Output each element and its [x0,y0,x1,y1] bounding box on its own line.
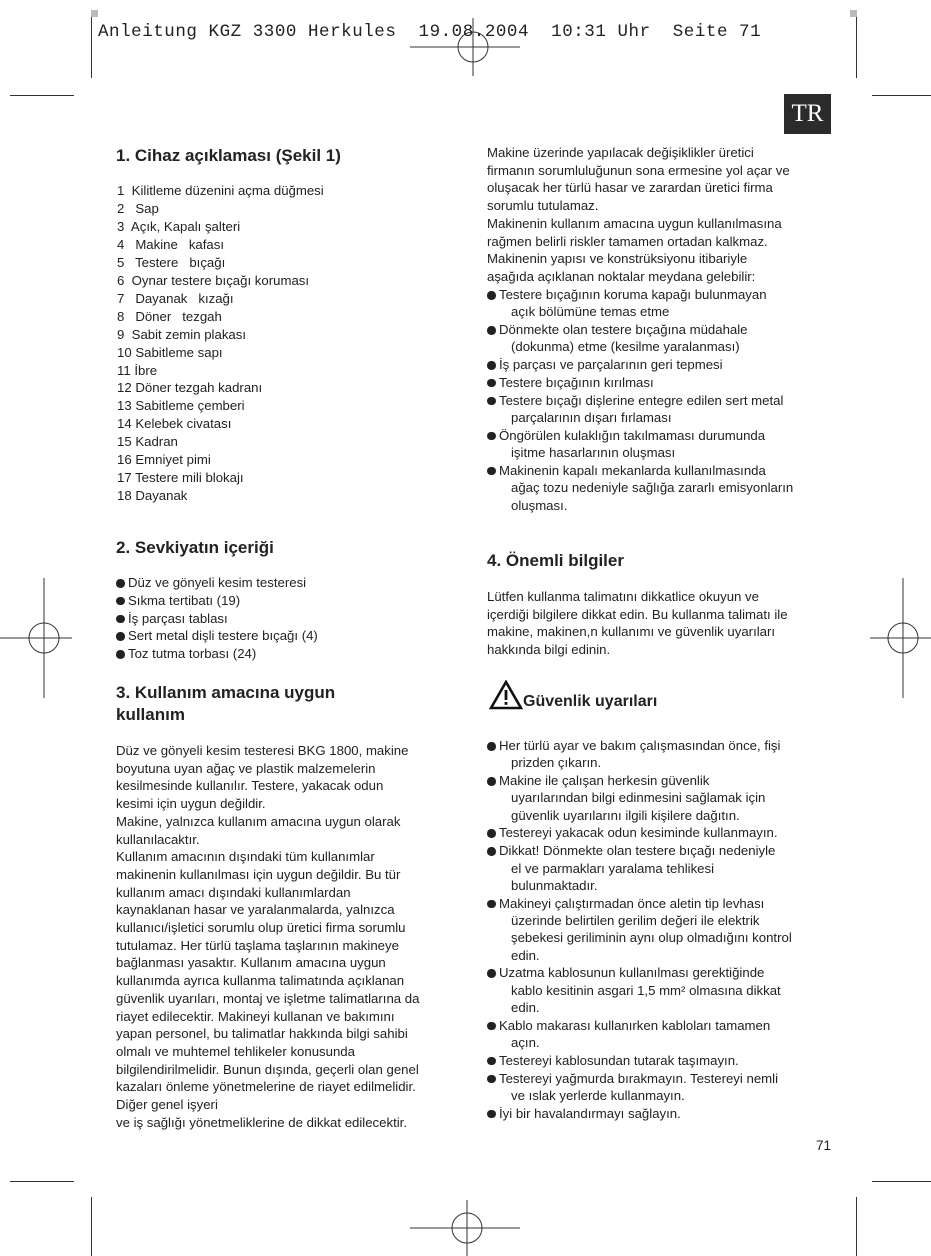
section2-title: 2. Sevkiyatın içeriği [116,538,274,557]
risk-list [487,286,832,514]
safety-item [487,1070,832,1105]
risk-item-l2: açık bölümüne temas etme [511,304,670,320]
safety-item-l2: kablo kesitinin asgari 1,5 mm² olmasına dikkat [511,982,781,998]
parts-list-item: 7 Dayanak kızağı [117,290,234,306]
safety-item [487,824,832,841]
section3-line: kesimi için uygun değildir. [116,796,266,812]
parts-list [117,182,324,505]
header-time: 10:31 Uhr [551,22,651,42]
parts-list-item: 17 Testere mili blokajı [117,470,244,486]
section3-title-line2: kullanım [116,705,185,724]
safety-item [487,737,832,772]
risk-item-l2: işitme hasarlarının oluşması [511,445,676,461]
crop-mark-left-top [91,10,92,78]
section3-line: kesilmesinde kullanılır. Testere, yakacak odun [116,778,384,794]
section3-line: boyutuna uyan ağaç ve plastik malzemelerin [116,760,376,776]
delivery-list-item: Toz tutma torbası (24) [116,645,456,662]
risk-item-l2: parçalarının dışarı fırlaması [511,410,672,426]
section3-line: kaynaklanan hasar ve yaralanmalarda, yalnızca [116,902,395,918]
safety-item-l2: üzerinde belirtilen gerilim değeri ile elektrik [511,912,760,928]
safety-item-l1: Makineyi çalıştırmadan önce aletin tip levhası [499,895,765,911]
crop-mark-right-bottom [856,1197,857,1256]
parts-list-item: 15 Kadran [117,434,178,450]
section3-line: güvenlik uyarıları, montaj ve işletme talimatlarına da [116,990,420,1006]
risk-item-l1: Testere bıçağının koruma kapağı bulunmayan [499,287,767,302]
section3-title-line1: 3. Kullanım amacına uygun [116,683,336,702]
section3-body [116,742,466,1131]
header-doc: Anleitung KGZ 3300 Herkules [98,22,397,42]
risk-intro-line: firmanın sorumluluğunun sona ermesine yol açar ve [487,162,790,178]
safety-item-l1: Testereyi yağmurda bırakmayın. Testereyi nemli [499,1070,779,1086]
safety-item-l1: Testereyi yakacak odun kesiminde kullanmayın. [499,825,778,841]
risk-item [487,286,832,321]
section3-line: kullanımda ayrıca kullanma talimatında açıklanan [116,973,405,989]
risk-intro-line: aşağıda açıklanan noktalar meydana gelebilir: [487,268,756,284]
risk-item [487,392,832,427]
parts-list-item: 12 Döner tezgah kadranı [117,380,263,396]
risk-intro [487,144,832,286]
delivery-list-item: Düz ve gönyeli kesim testeresi [116,574,456,591]
header-page-label: Seite 71 [672,22,762,42]
crop-mark-right-top [856,10,857,78]
section4-line: içerdiği bilgilere dikkat edin. Bu kullanma talimatı ile [487,606,788,622]
safety-item [487,895,832,964]
safety-item-l1: Testereyi kablosundan tutarak taşımayın. [499,1052,739,1068]
risk-intro-line: oluşacak her türlü hasar ve zarardan üretici firma [487,180,773,196]
section4-line: Lütfen kullanma talimatını dikkatlice okuyun ve [487,589,759,604]
section4-line: makine, makinen,n kullanımı ve güvenlik uyarıları [487,624,776,640]
parts-list-item: 8 Döner tezgah [117,308,222,324]
risk-intro-line: rağmen belirli riskler tamamen ortadan kalkmaz. [487,233,768,249]
section3-line: kullanım amacı dışındaki kullanımlardan [116,884,351,900]
safety-item [487,1105,832,1122]
section3-line: ve iş sağlığı yönetmeliklerine de dikkat edilecektir. [116,1114,408,1130]
risk-intro-line: Makine üzerinde yapılacak değişiklikler üretici [487,145,754,160]
section4-body [487,588,832,659]
risk-item-l1: İş parçası ve parçalarının geri tepmesi [499,357,723,373]
safety-list [487,737,832,1123]
section3-line: kullanılacaktır. [116,831,200,847]
safety-item-l2: açın. [511,1035,540,1051]
section3-line: tutulamaz. Her türlü taşlama taşlarının makineye [116,937,399,953]
parts-list-item: 5 Testere bıçağı [117,254,226,270]
risk-intro-line: Makinenin kullanım amacına uygun kullanılmasına [487,215,782,231]
parts-list-item: 9 Sabit zemin plakası [117,326,247,342]
print-header [98,22,761,42]
section3-line: Kullanım amacının dışındaki tüm kullanımlar [116,849,375,865]
crop-corner-tr [850,10,857,17]
safety-item-l3: güvenlik uyarılarını ilgili kişilere dağıtın. [511,807,740,823]
crop-corner-tl [91,10,98,17]
risk-item-l1: Öngörülen kulaklığın takılmaması durumunda [499,427,766,443]
parts-list-item: 3 Açık, Kapalı şalteri [117,218,241,234]
risk-item-l1: Dönmekte olan testere bıçağına müdahale [499,322,748,338]
delivery-list-item: Sıkma tertibatı (19) [116,592,456,609]
safety-item-l2: el ve parmakları yaralama tehlikesi [511,860,715,876]
risk-item [487,462,832,514]
risk-intro-line: sorumlu tutulamaz. [487,198,599,214]
crop-mark-left-bottom [91,1197,92,1256]
safety-item-l1: Uzatma kablosunun kullanılması gerektiğinde [499,965,765,981]
parts-list-item: 2 Sap [117,200,159,216]
section3-line: olmalı ve muhtemel tehlikeler konusunda [116,1043,355,1059]
parts-list-item: 4 Makine kafası [117,236,225,252]
parts-list-item: 13 Sabitleme çemberi [117,398,245,414]
warning-triangle-icon [489,680,523,710]
delivery-list-item: Sert metal dişli testere bıçağı (4) [116,627,456,644]
section4-title: 4. Önemli bilgiler [487,551,624,570]
safety-item-l1: İyi bir havalandırmayı sağlayın. [499,1105,681,1121]
safety-item [487,1017,832,1052]
risk-item-l2: (dokunma) etme (kesilme yaralanması) [511,339,740,355]
safety-item-l3: şebekesi geriliminin aynı olup olmadığını kontrol [511,930,792,946]
safety-item-l2: uyarılarından bilgi edinmesini sağlamak için [511,790,766,806]
risk-item [487,356,832,373]
risk-item-l2: ağaç tozu nedeniyle sağlığa zararlı emisyonların [511,480,794,496]
section3-line: makinenin kullanılması için uygun değildir. Bu tür [116,866,401,882]
safety-item-l4: edin. [511,947,540,963]
safety-item [487,772,832,824]
safety-item-l2: prizden çıkarın. [511,755,602,771]
parts-list-item: 18 Dayanak [117,488,188,504]
safety-item-l3: edin. [511,999,540,1015]
safety-item [487,1052,832,1069]
risk-item [487,321,832,356]
delivery-list-item: İş parçası tablası [116,610,456,627]
safety-item [487,964,832,1016]
section3-line: Diğer genel işyeri [116,1097,218,1113]
crop-mark-top-right [872,95,931,96]
section3-line: kazaları önleme yönetmelerine de riayet edilmelidir. [116,1079,416,1095]
section3-line: bağlanması yasaktır. Kullanım amacına uygun [116,955,386,971]
risk-intro-line: Makinenin yapısı ve konstrüksiyonu itibariyle [487,251,748,267]
parts-list-item: 11 İbre [117,362,158,378]
risk-item-l1: Testere bıçağının kırılması [499,374,654,390]
section3-line: kullanıcı/işletici sorumlu olup üretici firma sorumlu [116,920,406,936]
risk-item [487,427,832,462]
section3-line: Düz ve gönyeli kesim testeresi BKG 1800, makine [116,743,409,758]
language-badge: TR [784,94,831,134]
section1-title: 1. Cihaz açıklaması (Şekil 1) [116,146,341,165]
parts-list-item: 16 Emniyet pimi [117,452,211,468]
safety-item-l1: Makine ile çalışan herkesin güvenlik [499,773,710,789]
safety-item-l1: Her türlü ayar ve bakım çalışmasından önce, fişi [499,738,781,753]
registration-mark-bottom [410,1200,520,1256]
crop-mark-bottom-left [10,1181,74,1182]
safety-item-l1: Kablo makarası kullanırken kabloları tamamen [499,1017,771,1033]
section3-line: riayet edilecektir. Makineyi kullanan ve bakımını [116,1008,395,1024]
page-number: 71 [816,1138,832,1153]
section3-line: bilgilendirilmelidir. Bunun dışında, geçerli olan genel [116,1061,419,1077]
section3-line: Makine, yalnızca kullanım amacına uygun olarak [116,813,401,829]
parts-list-item: 14 Kelebek civatası [117,416,232,432]
section3-title [116,682,335,726]
registration-mark-right [870,578,931,698]
crop-mark-bottom-right [872,1181,931,1182]
safety-item-l3: bulunmaktadır. [511,877,598,893]
risk-item-l1: Makinenin kapalı mekanlarda kullanılmasında [499,462,766,478]
delivery-list [116,574,456,663]
header-date: 19.08.2004 [418,22,530,42]
parts-list-item: 1 Kilitleme düzenini açma düğmesi [117,183,324,198]
safety-item [487,842,832,894]
registration-mark-left [0,578,72,698]
section4-line: hakkında bilgi edinin. [487,642,611,658]
risk-item-l1: Testere bıçağı dişlerine entegre edilen sert metal [499,392,784,408]
risk-item-l3: oluşması. [511,497,568,513]
risk-item [487,374,832,391]
parts-list-item: 6 Oynar testere bıçağı koruması [117,272,310,288]
safety-item-l2: ve ıslak yerlerde kullanmayın. [511,1087,685,1103]
section3-line: yapan personel, bu talimatlar hakkında bilgi sahibi [116,1026,408,1042]
crop-mark-top-left [10,95,74,96]
safety-title: Güvenlik uyarıları [523,693,658,710]
parts-list-item: 10 Sabitleme sapı [117,344,223,360]
safety-item-l1: Dikkat! Dönmekte olan testere bıçağı nedeniyle [499,843,776,859]
